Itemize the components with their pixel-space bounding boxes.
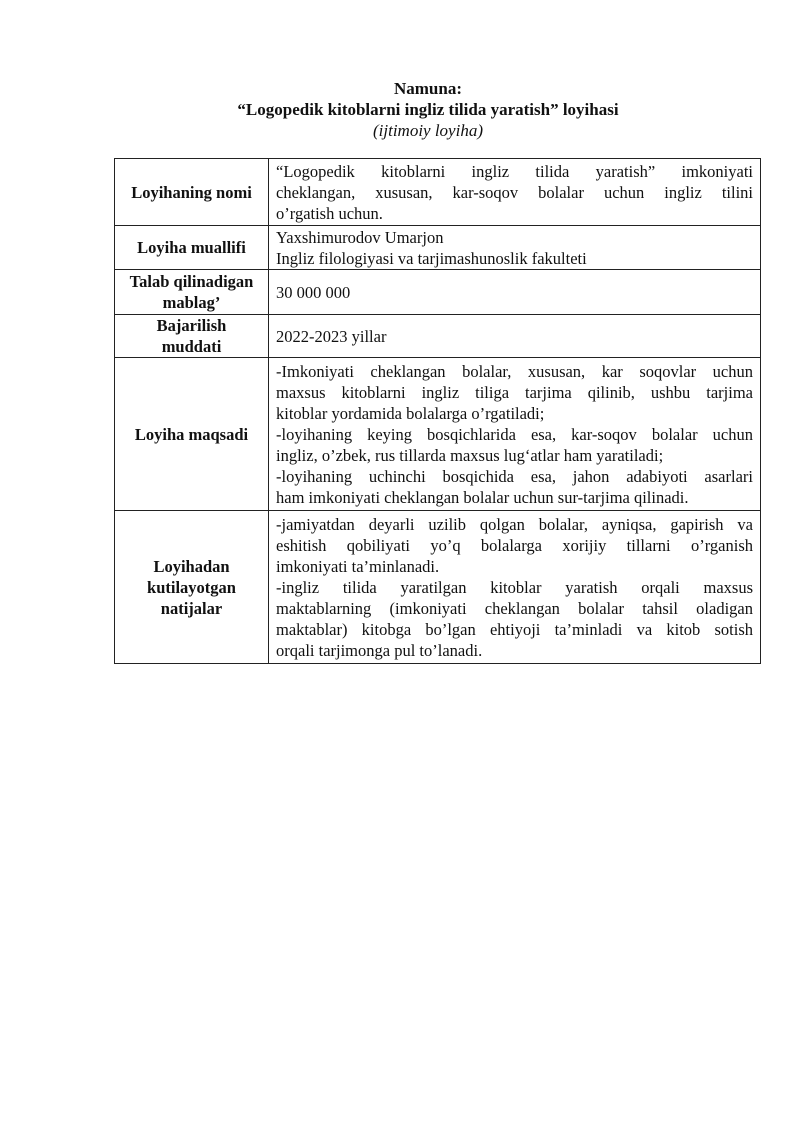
row-label-line: Loyihadan xyxy=(153,556,230,576)
row-label xyxy=(115,511,269,664)
row-label xyxy=(115,315,269,358)
row-value xyxy=(269,315,761,358)
table-row xyxy=(115,270,761,315)
row-label-line: muddati xyxy=(161,337,222,356)
row-value xyxy=(269,226,761,270)
table-row xyxy=(115,315,761,358)
row-label-line: Bajarilish xyxy=(156,316,227,335)
row-value-line: maktablarning (imkoniyati cheklangan bolalar tahsil oladigan xyxy=(276,598,753,618)
row-label-line: Loyiha muallifi xyxy=(137,238,246,257)
row-value-line: maktablar) kitobga bo’lgan ehtiyoji ta’minladi va kitob sotish xyxy=(276,619,753,639)
table-row xyxy=(115,511,761,664)
row-value xyxy=(269,358,761,511)
row-label-line: mablag’ xyxy=(162,293,221,312)
row-value-line: -Imkoniyati cheklangan bolalar, xususan, kar soqovlar uchun xyxy=(276,361,753,381)
row-label-line: Loyihaning nomi xyxy=(131,182,252,202)
row-value-line: -jamiyatdan deyarli uzilib qolgan bolalar, ayniqsa, gapirish va xyxy=(276,514,753,534)
row-value xyxy=(269,270,761,315)
table-row xyxy=(115,159,761,226)
row-value xyxy=(269,511,761,664)
row-value-line: Yaxshimurodov Umarjon xyxy=(276,227,444,247)
row-value-line: 2022-2023 yillar xyxy=(276,326,387,346)
row-value-line: imkoniyati ta’minlanadi. xyxy=(276,556,440,576)
row-value-line: -ingliz tilida yaratilgan kitoblar yaratish orqali maxsus xyxy=(276,577,753,597)
row-value-line: “Logopedik kitoblarni ingliz tilida yaratish” imkoniyati xyxy=(276,161,753,181)
row-value-line: eshitish qobiliyati yo’q bolalarga xorijiy tillarni o’rganish xyxy=(276,535,753,555)
row-value-line: maxsus kitoblarni ingliz tiliga tarjima qilinib, ushbu tarjima xyxy=(276,382,753,402)
table-row xyxy=(115,358,761,511)
row-value-line: 30 000 000 xyxy=(276,282,351,302)
row-label-line: kutilayotgan xyxy=(147,577,236,597)
table-row xyxy=(115,226,761,270)
row-value-line: -loyihaning keying bosqichlarida esa, kar-soqov bolalar uchun xyxy=(276,424,753,444)
row-label xyxy=(115,226,269,270)
row-label xyxy=(115,358,269,511)
row-value-line: cheklangan, xususan, kar-soqov bolalar uchun ingliz tilini xyxy=(276,182,753,202)
row-label-line: Talab qilinadigan xyxy=(129,272,254,291)
project-title: “Logopedik kitoblarni ingliz tilida yaratish” loyihasi xyxy=(237,100,619,119)
row-value-line: -loyihaning uchinchi bosqichida esa, jahon adabiyoti asarlari xyxy=(276,466,753,486)
row-label-line: Loyiha maqsadi xyxy=(134,424,249,444)
row-label xyxy=(115,159,269,226)
row-value-line: ham imkoniyati cheklangan bolalar uchun sur-tarjima qilinadi. xyxy=(276,487,689,507)
row-value xyxy=(269,159,761,226)
row-label-line: natijalar xyxy=(160,598,223,618)
document-header xyxy=(0,78,800,141)
row-value-line: o’rgatish uchun. xyxy=(276,203,383,223)
project-type: (ijtimoiy loyiha) xyxy=(372,121,483,140)
row-label xyxy=(115,270,269,315)
row-value-line: kitoblar yordamida bolalarga o’rgatiladi; xyxy=(276,403,545,423)
row-value-line: ingliz, o’zbek, rus tillarda maxsus lug‘atlar ham yaratiladi; xyxy=(276,445,664,465)
row-value-line: Ingliz filologiyasi va tarjimashunoslik fakulteti xyxy=(276,248,587,268)
sample-label: Namuna: xyxy=(393,79,462,98)
row-value-line: orqali tarjimonga pul to’lanadi. xyxy=(276,640,483,660)
project-table xyxy=(114,158,761,664)
